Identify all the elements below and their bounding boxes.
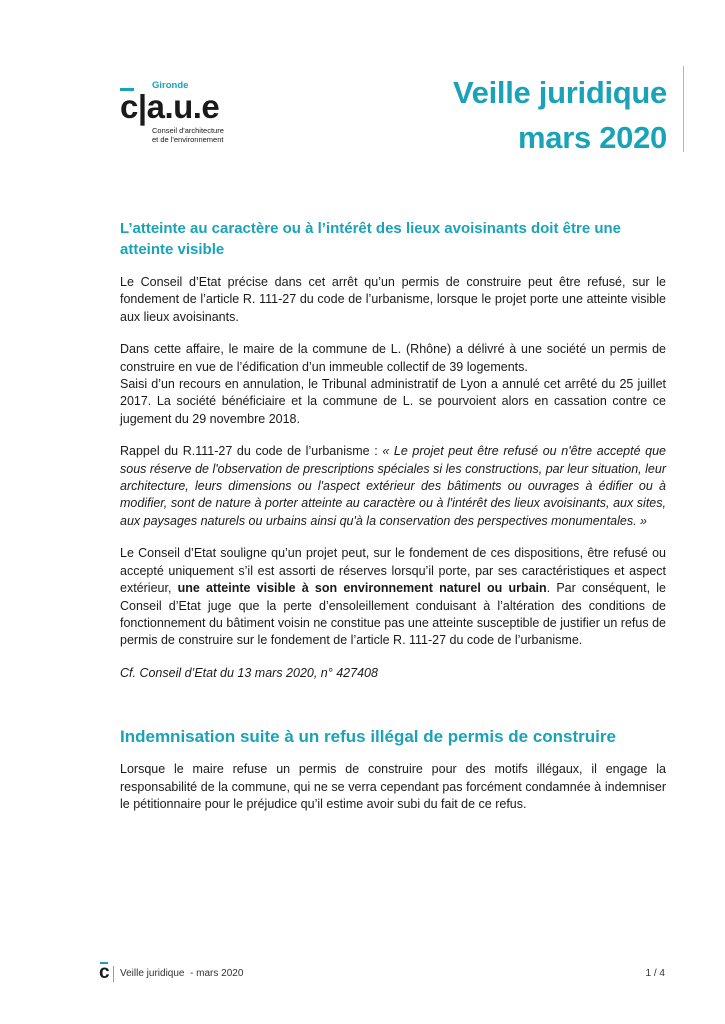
paragraph: Le Conseil d’Etat précise dans cet arrêt qu’un permis de construire peut être refusé, sur le fondement de l’article R. 111-27 du code de l’urbanisme, lorsque le projet porte une atteinte visible aux lieux avoisinants. xyxy=(120,275,666,324)
document-title-line1: Veille juridique xyxy=(453,75,667,110)
footer-logo-letter: c xyxy=(99,962,110,983)
page-number: 1 / 4 xyxy=(645,968,665,979)
title-rule xyxy=(683,66,684,152)
legal-quote-paragraph xyxy=(120,443,666,530)
quote-intro: Rappel du R.111-27 du code de l’urbanisme : xyxy=(120,444,383,459)
legal-quote: « Le projet peut être refusé ou n'être accepté que sous réserve de l'observation de prescriptions spéciales si les constructions, par leur situation, leur architecture, leurs dimensions ou l'aspect extérieur des bâtiments ou ouvrages à édifier ou à modifier, sont de nature à porter atteinte au caractère ou à l'intérêt des lieux avoisinants, aux sites, aux paysages naturels ou urbains ainsi qu'à la conservation des perspectives monumentales. » xyxy=(120,444,666,528)
paragraph xyxy=(120,545,666,649)
logo-wordmark: c|a.u.e xyxy=(120,88,220,125)
document-title xyxy=(453,70,667,160)
document-body xyxy=(120,218,666,813)
emphasis: une atteinte visible à son environnement naturel ou urbain xyxy=(177,581,547,596)
citation-text: Cf. Conseil d’Etat du 13 mars 2020, n° 427408 xyxy=(120,665,378,680)
footer-logo-mark xyxy=(100,962,112,984)
paragraph: Saisi d’un recours en annulation, le Tribunal administratif de Lyon a annulé cet arrêté du 25 juillet 2017. La société bénéficiaire et la commune de L. se pourvoient alors en cassation contre ce jugement du 29 novembre 2018. xyxy=(120,377,666,426)
logo-tagline-line1: Conseil d'architecture xyxy=(152,126,224,135)
paragraph-text: Le Conseil d’Etat souligne qu’un projet peut, sur le fondement de ces dispositions, être refusé ou accepté uniquement s’il est assorti de réserves lorsqu’il porte, par ses caractéristiques et aspect extérieur, xyxy=(120,546,666,596)
paragraph-text: . Par conséquent, le Conseil d’Etat juge que la perte d’ensoleillement conduisant à l’altération des conditions de fonctionnement du bâtiment voisin ne constitue pas une atteinte susceptible de justifier un refus de permis de construire sur le fondement de l’article R. 111-27 du code de l’urbanisme. xyxy=(120,581,666,648)
logo-tagline xyxy=(152,126,224,144)
footer-rule xyxy=(113,966,114,982)
section-heading: L’atteinte au caractère ou à l’intérêt des lieux avoisinants doit être une atteinte visible xyxy=(120,220,621,258)
caue-logo xyxy=(120,78,250,148)
logo-region: Gironde xyxy=(152,80,189,91)
paragraph: Dans cette affaire, le maire de la commune de L. (Rhône) a délivré à une société un permis de construire en vue de l’édification d’un immeuble collectif de 39 logements. xyxy=(120,342,666,374)
document-title-line2: mars 2020 xyxy=(518,120,667,155)
paragraph: Lorsque le maire refuse un permis de construire pour des motifs illégaux, il engage la responsabilité de la commune, qui ne se verra cependant pas forcément condamnée à indemniser le pétitionnaire pour le préjudice qu’il estime avoir subi du fait de ce refus. xyxy=(120,762,666,811)
footer-label: Veille juridique - mars 2020 xyxy=(120,968,244,979)
citation xyxy=(120,665,666,682)
logo-tagline-line2: et de l'environnement xyxy=(152,135,224,144)
section-heading: Indemnisation suite à un refus illégal de permis de construire xyxy=(120,727,616,747)
